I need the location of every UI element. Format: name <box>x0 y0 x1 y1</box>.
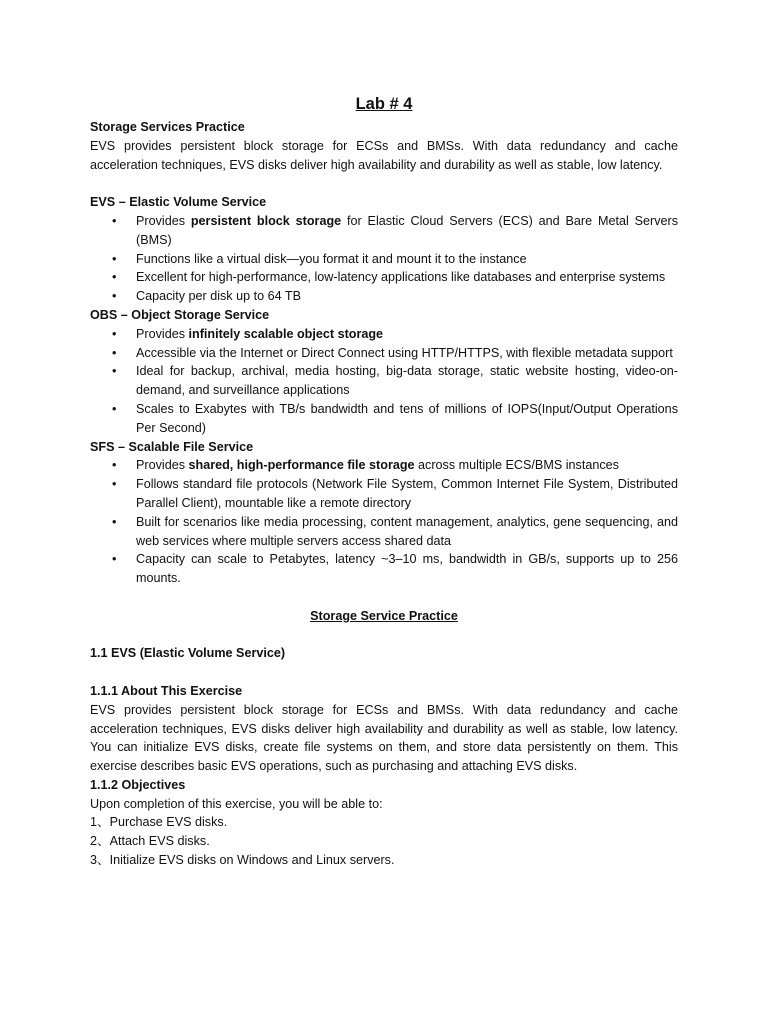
sfs-list <box>90 456 678 588</box>
list-item: • Scales to Exabytes with TB/s bandwidth and tens of millions of IOPS(Input/Output Operations Per Second) <box>90 400 678 438</box>
objective-item: 3、Initialize EVS disks on Windows and Linux servers. <box>90 853 395 868</box>
list-item: • Provides infinitely scalable object storage <box>90 325 678 344</box>
list-item: • Excellent for high-performance, low-latency applications like databases and enterprise systems <box>90 268 678 287</box>
objective-item: 2、Attach EVS disks. <box>90 834 210 849</box>
evs-heading: EVS – Elastic Volume Service <box>90 195 267 210</box>
list-item: • Provides persistent block storage for Elastic Cloud Servers (ECS) and Bare Metal Servers (BMS) <box>90 212 678 250</box>
spacer <box>90 174 678 193</box>
section-1-1-heading: 1.1 EVS (Elastic Volume Service) <box>90 646 286 661</box>
section-1-1-2-heading: 1.1.2 Objectives <box>90 777 186 792</box>
evs-list <box>90 212 678 306</box>
list-item: • Functions like a virtual disk—you format it and mount it to the instance <box>90 250 678 269</box>
obs-list <box>90 325 678 438</box>
practice-title: Storage Service Practice <box>310 608 458 623</box>
objectives-intro: Upon completion of this exercise, you will be able to: <box>90 796 383 811</box>
list-item: • Built for scenarios like media processing, content management, analytics, gene sequencing, and web services where multiple servers access shared data <box>90 513 678 551</box>
sfs-heading: SFS – Scalable File Service <box>90 439 254 454</box>
list-item: • Ideal for backup, archival, media hosting, big-data storage, static website hosting, video-on-demand, and surveillance applications <box>90 362 678 400</box>
spacer <box>90 663 678 682</box>
document-content <box>90 92 678 870</box>
list-item: • Capacity per disk up to 64 TB <box>90 287 678 306</box>
section-1-1-1-paragraph: EVS provides persistent block storage for ECSs and BMSs. With data redundancy and cache acceleration techniques, EVS disks deliver high availability and durability as well as stable, low latency. You can initialize EVS disks, create file systems on them, and store data persistently on them. This exercise describes basic EVS operations, such as purchasing and attaching EVS disks. <box>90 702 678 774</box>
spacer <box>90 588 678 607</box>
spacer <box>90 626 678 645</box>
section-1-1-1-heading: 1.1.1 About This Exercise <box>90 683 243 698</box>
list-item: • Provides shared, high-performance file storage across multiple ECS/BMS instances <box>90 456 678 475</box>
obs-heading: OBS – Object Storage Service <box>90 307 270 322</box>
objective-item: 1、Purchase EVS disks. <box>90 815 228 830</box>
list-item: • Accessible via the Internet or Direct Connect using HTTP/HTTPS, with flexible metadata support <box>90 344 678 363</box>
page-title: Lab # 4 <box>355 95 413 113</box>
list-item: • Capacity can scale to Petabytes, latency ~3–10 ms, bandwidth in GB/s, supports up to 256 mounts. <box>90 550 678 588</box>
intro-paragraph: EVS provides persistent block storage for ECSs and BMSs. With data redundancy and cache acceleration techniques, EVS disks deliver high availability and durability as well as stable, low latency. <box>90 138 678 172</box>
intro-heading: Storage Services Practice <box>90 120 245 134</box>
list-item: • Follows standard file protocols (Network File System, Common Internet File System, Distributed Parallel Client), mountable like a remote directory <box>90 475 678 513</box>
